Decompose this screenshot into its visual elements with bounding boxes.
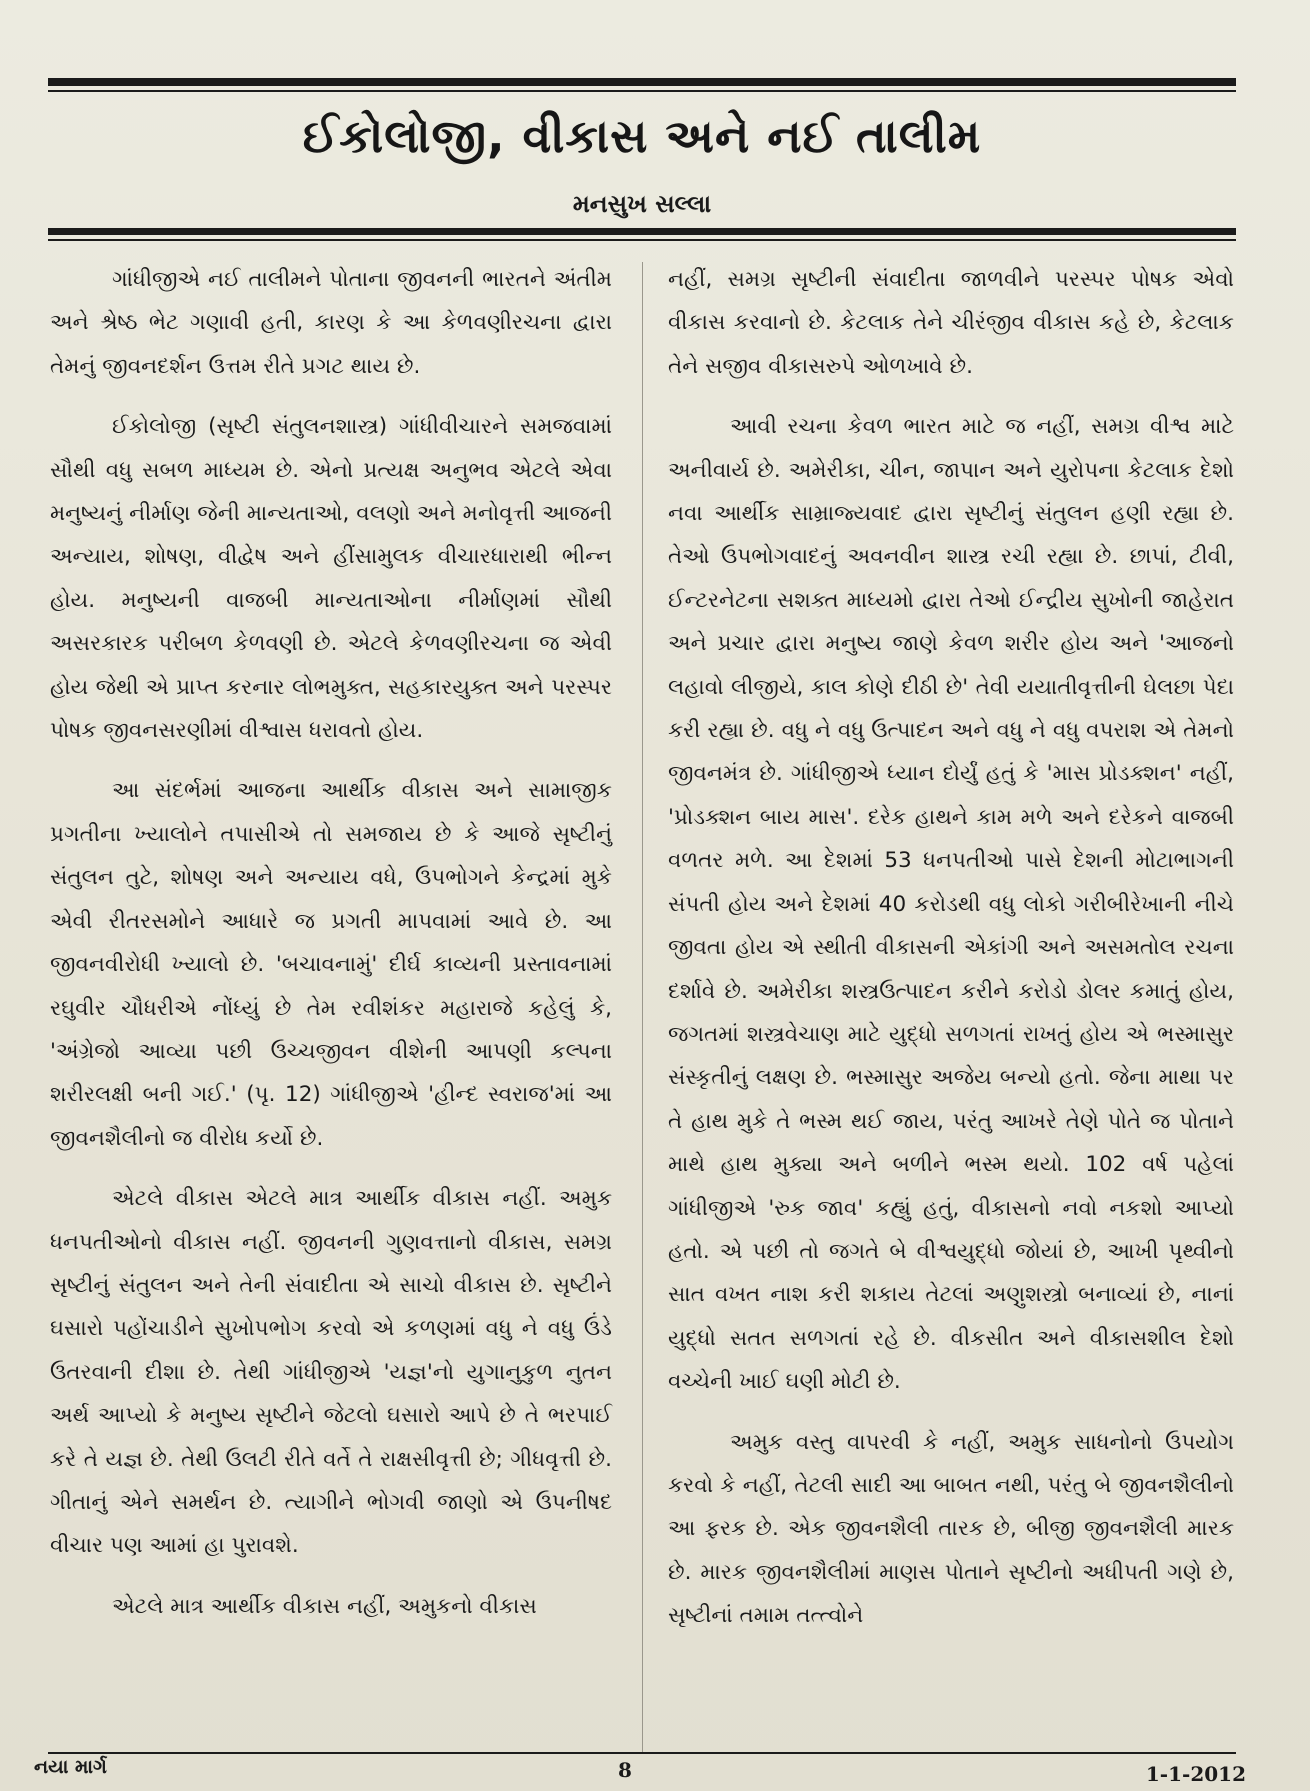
right-column [668, 258, 1234, 1655]
paragraph-continued: નહીં, સમગ્ર સૃષ્ટીની સંવાદીતા જાળવીને પરસ્પર પોષક એવો વીકાસ કરવાનો છે. કેટલાક તેને ચીરંજીવ વીકાસ કહે છે, કેટલાક તેને સજીવ વીકાસરુપે ઓળખાવે છે. [668, 267, 1234, 379]
top-rule-thin [48, 90, 1236, 92]
paragraph: એટલે વીકાસ એટલે માત્ર આર્થીક વીકાસ નહીં. અમુક ધનપતીઓનો વીકાસ નહીં. જીવનની ગુણવત્તાનો વીકાસ, સમગ્ર સૃષ્ટીનું સંતુલન અને તેની સંવાદીતા એ સાચો વીકાસ છે. સૃષ્ટીને ઘસારો પહોંચાડીને સુખોપભોગ કરવો એ કળણમાં વધુ ને વધુ ઉંડે ઉતરવાની દીશા છે. તેથી ગાંધીજીએ 'યજ્ઞ'નો યુગાનુકુળ નુતન અર્થ આપ્યો કે મનુષ્ય સૃષ્ટીને જેટલો ઘસારો આપે છે તે ભરપાઈ કરે તે યજ્ઞ છે. તેથી ઉલટી રીતે વર્તે તે રાક્ષસીવૃત્તી છે; ગીધવૃત્તી છે. ગીતાનું એને સમર્થન છે. ત્યાગીને ભોગવી જાણો એ ઉપનીષદ વીચાર પણ આમાં હા પુરાવશે. [50, 1186, 612, 1559]
top-rule-thick [48, 78, 1236, 86]
paragraph: એટલે માત્ર આર્થીક વીકાસ નહીં, અમુકનો વીકાસ [112, 1593, 537, 1619]
paragraph: ઈકોલોજી (સૃષ્ટી સંતુલનશાસ્ત્ર) ગાંધીવીચારને સમજવામાં સૌથી વધુ સબળ માધ્યમ છે. એનો પ્રત્યક્ષ અનુભવ એટલે એવા મનુષ્યનું નીર્માણ જેની માન્યતાઓ, વલણો અને મનોવૃત્તી આજની અન્યાય, શોષણ, વીદ્વેષ અને હીંસામુલક વીચારધારાથી ભીન્ન હોય. મનુષ્યની વાજબી માન્યતાઓના નીર્માણમાં સૌથી અસરકારક પરીબળ કેળવણી છે. એટલે કેળવણીરચના જ એવી હોય જેથી એ પ્રાપ્ત કરનાર લોભમુક્ત, સહકારયુક્ત અને પરસ્પર પોષક જીવનસરણીમાં વીશ્વાસ ધરાવતો હોય. [50, 414, 612, 744]
article-author: મનસુખ સલ્લા [572, 190, 712, 218]
paragraph: આવી રચના કેવળ ભારત માટે જ નહીં, સમગ્ર વીશ્વ માટે અનીવાર્ય છે. અમેરીકા, ચીન, જાપાન અને યુરોપના કેટલાક દેશો નવા આર્થીક સામ્રાજ્યવાદ દ્વારા સૃષ્ટીનું સંતુલન હણી રહ્યા છે. તેઓ ઉપભોગવાદનું અવનવીન શાસ્ત્ર રચી રહ્યા છે. છાપાં, ટીવી, ઈન્ટરનેટના સશક્ત માધ્યમો દ્વારા તેઓ ઈન્દ્રીય સુખોની જાહેરાત અને પ્રચાર દ્વારા મનુષ્ય જાણે કેવળ શરીર હોય અને 'આજનો લહાવો લીજીયે, કાલ કોણે દીઠી છે' તેવી યયાતીવૃત્તીની ઘેલછા પેદા કરી રહ્યા છે. વધુ ને વધુ ઉત્પાદન અને વધુ ને વધુ વપરાશ એ તેમનો જીવનમંત્ર છે. ગાંધીજીએ ધ્યાન દોર્યું હતું કે 'માસ પ્રોડક્શન' નહીં, 'પ્રોડક્શન બાય માસ'. દરેક હાથને કામ મળે અને દરેકને વાજબી વળતર મળે. આ દેશમાં 53 ધનપતીઓ પાસે દેશની મોટાભાગની સંપતી હોય અને દેશમાં 40 કરોડથી વધુ લોકો ગરીબીરેખાની નીચે જીવતા હોય એ સ્થીતી વીકાસની એકાંગી અને અસમતોલ રચના દર્શાવે છે. અમેરીકા શસ્ત્રઉત્પાદન કરીને કરોડો ડોલર કમાતું હોય, જગતમાં શસ્ત્રવેચાણ માટે યુદ્ધો સળગતાં રાખતું હોય એ ભસ્માસુર સંસ્કૃતીનું લક્ષણ છે. ભસ્માસુર અજેય બન્યો હતો. જેના માથા પર તે હાથ મુકે તે ભસ્મ થઈ જાય, પરંતુ આખરે તેણે પોતે જ પોતાને માથે હાથ મુક્યા અને બળીને ભસ્મ થયો. 102 વર્ષ પહેલાં ગાંધીજીએ 'રુક જાવ' કહ્યું હતું, વીકાસનો નવો નકશો આપ્યો હતો. એ પછી તો જગતે બે વીશ્વયુદ્ધો જોયાં છે, આખી પૃથ્વીનો સાત વખત નાશ કરી શકાય તેટલાં અણુશસ્ત્રો બનાવ્યાં છે, નાનાં યુદ્ધો સતત સળગતાં રહે છે. વીકસીત અને વીકાસશીલ દેશો વચ્ચેની ખાઈ ઘણી મોટી છે. [668, 414, 1234, 1395]
column-divider [642, 262, 643, 1752]
footer-rule [48, 1752, 1236, 1754]
header-rule-thick [48, 228, 1236, 235]
paragraph: ગાંધીજીએ નઈ તાલીમને પોતાના જીવનની ભારતને અંતીમ અને શ્રેષ્ઠ ભેટ ગણાવી હતી, કારણ કે આ કેળવણીરચના દ્વારા તેમનું જીવનદર્શન ઉત્તમ રીતે પ્રગટ થાય છે. [50, 267, 612, 379]
paragraph: આ સંદર્ભમાં આજના આર્થીક વીકાસ અને સામાજીક પ્રગતીના ખ્યાલોને તપાસીએ તો સમજાય છે કે આજે સૃષ્ટીનું સંતુલન તુટે, શોષણ અને અન્યાય વધે, ઉપભોગને કેન્દ્રમાં મુકે એવી રીતરસમોને આધારે જ પ્રગતી માપવામાં આવે છે. આ જીવનવીરોધી ખ્યાલો છે. 'બચાવનામું' દીર્ઘ કાવ્યની પ્રસ્તાવનામાં રઘુવીર ચૌધરીએ નોંધ્યું છે તેમ રવીશંકર મહારાજે કહેલું કે, 'અંગ્રેજો આવ્યા પછી ઉચ્ચજીવન વીશેની આપણી કલ્પના શરીરલક્ષી બની ગઈ.' (પૃ. 12) ગાંધીજીએ 'હીન્દ સ્વરાજ'માં આ જીવનશૈલીનો જ વીરોધ કર્યો છે. [50, 778, 612, 1151]
header-rule-thin [48, 239, 1236, 241]
issue-date: 1-1-2012 [1145, 1762, 1246, 1786]
paragraph: અમુક વસ્તુ વાપરવી કે નહીં, અમુક સાધનોનો ઉપયોગ કરવો કે નહીં, તેટલી સાદી આ બાબત નથી, પરંતુ બે જીવનશૈલીનો આ ફરક છે. એક જીવનશૈલી તારક છે, બીજી જીવનશૈલી મારક છે. મારક જીવનશૈલીમાં માણસ પોતાને સૃષ્ટીનો અધીપતી ગણે છે, સૃષ્ટીનાં તમામ તત્ત્વોને [668, 1429, 1234, 1629]
article-title: ઈકોલોજી, વીકાસ અને નઈ તાલીમ [302, 109, 982, 163]
page-number: 8 [618, 1758, 632, 1782]
left-column [50, 258, 612, 1645]
publication-name: નયા માર્ગ [34, 1756, 107, 1778]
